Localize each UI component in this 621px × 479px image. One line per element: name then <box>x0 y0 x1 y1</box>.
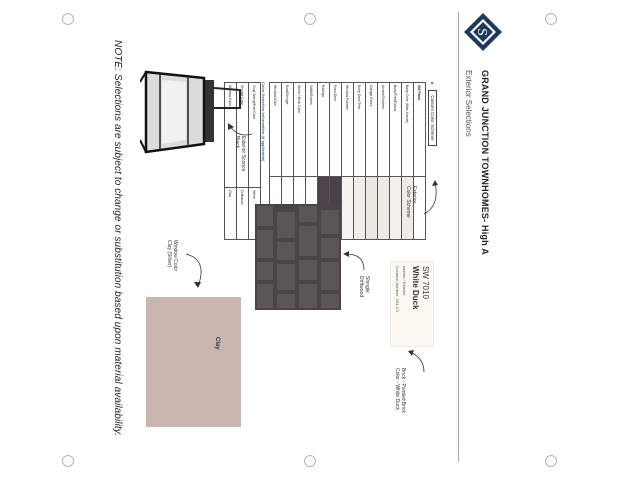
window-swatch-label: Clay <box>214 337 220 350</box>
scheme-row <box>366 83 378 240</box>
scheme-caption-line2: Color Scheme <box>405 186 411 218</box>
binder-hole <box>545 455 557 467</box>
scheme-arrow-icon <box>420 178 442 218</box>
secondary-row-value: Clay <box>225 188 237 240</box>
scheme-row <box>342 83 354 240</box>
chip-sub1: Interior / Exterior <box>402 266 407 296</box>
scheme-row-label: Body Color (Main House) <box>402 83 414 177</box>
scheme-row-label: Soffit/Gutters <box>306 83 318 177</box>
scheme-row-label: Stone / Brick Color <box>294 83 306 177</box>
sconce-caption-line1: Exterior Sconce <box>240 136 246 172</box>
white-duck-caption-line2: Color - White Duck <box>394 368 400 410</box>
secondary-row-value: White <box>249 188 261 240</box>
binder-hole <box>62 455 74 467</box>
scheme-row <box>390 83 402 240</box>
chip-code: SW 7010 <box>421 266 430 299</box>
scheme-caption <box>405 186 417 218</box>
scheme-row-label: Entry Door/Trim <box>354 83 366 177</box>
scheme-row-label: Accent/Shutters <box>378 83 390 177</box>
scheme-row-swatch <box>354 177 366 240</box>
secondary-row-value: Driftwood <box>237 188 249 240</box>
page-subtitle: Exterior Selections <box>464 70 473 137</box>
scheme-row-label: Window Frames <box>342 83 354 177</box>
window-caption-line1: Window Color <box>172 240 178 272</box>
scheme-row-swatch <box>366 177 378 240</box>
header-divider <box>458 12 459 462</box>
binder-hole <box>304 13 316 25</box>
binder-hole <box>304 455 316 467</box>
scheme-row-swatch <box>378 177 390 240</box>
shingle-caption-line1: Shingle <box>364 276 370 293</box>
scheme-row <box>354 83 366 240</box>
secondary-row-label: Vinyl Siding/Trim Color <box>249 83 261 188</box>
availability-note: NOTE: Selections are subject to change or substitution based upon material availability. <box>112 40 123 437</box>
scheme-row-swatch <box>390 177 402 240</box>
shingle-swatch-image <box>255 204 341 310</box>
shingle-arrow-icon <box>340 248 368 272</box>
secondary-row-label: Shingle Color <box>237 83 249 188</box>
logo-letter: S <box>474 28 489 36</box>
window-arrow-icon <box>180 250 210 290</box>
scheme-row-label: Railings <box>318 83 330 177</box>
scheme-row-label: Front Door <box>330 83 342 177</box>
scheme-row-swatch <box>342 177 354 240</box>
window-color-swatch <box>146 297 241 427</box>
white-duck-caption-line1: Brick - Painted Brick <box>400 368 406 414</box>
sconce-caption-line2: Black <box>234 136 240 149</box>
scheme-row <box>378 83 390 240</box>
sconce-caption <box>234 136 246 171</box>
scheme-heading: Custom Color Scheme <box>429 90 438 145</box>
chip-name: White Duck <box>411 266 420 310</box>
scheme-row-label: Body/Trim/Fascia <box>390 83 402 177</box>
company-logo <box>463 12 503 52</box>
shingle-caption-line2: Driftwood <box>358 276 364 298</box>
secondary-row-label: Window Color <box>225 83 237 188</box>
window-caption-line2: Clay (Silver) <box>166 240 172 268</box>
binder-hole <box>62 13 74 25</box>
window-caption <box>166 240 178 271</box>
scheme-caption-line1: Exterior <box>411 186 417 204</box>
page-title: GRAND JUNCTION TOWNHOMES- High A <box>480 70 490 255</box>
white-duck-caption <box>394 368 406 413</box>
binder-hole <box>545 13 557 25</box>
secondary-heading: Color Selection Information (if applicable) <box>261 82 266 162</box>
scheme-row-label: Window Color <box>270 83 282 177</box>
scheme-row-label: Garage Doors <box>366 83 378 177</box>
scheme-col-header: SW Paint <box>414 83 426 177</box>
white-duck-chip <box>390 261 434 347</box>
scheme-row-label: Roof/Shingle <box>282 83 294 177</box>
chip-sub2: Location Number: 254-C3 <box>395 266 400 312</box>
shingle-caption <box>358 276 370 297</box>
